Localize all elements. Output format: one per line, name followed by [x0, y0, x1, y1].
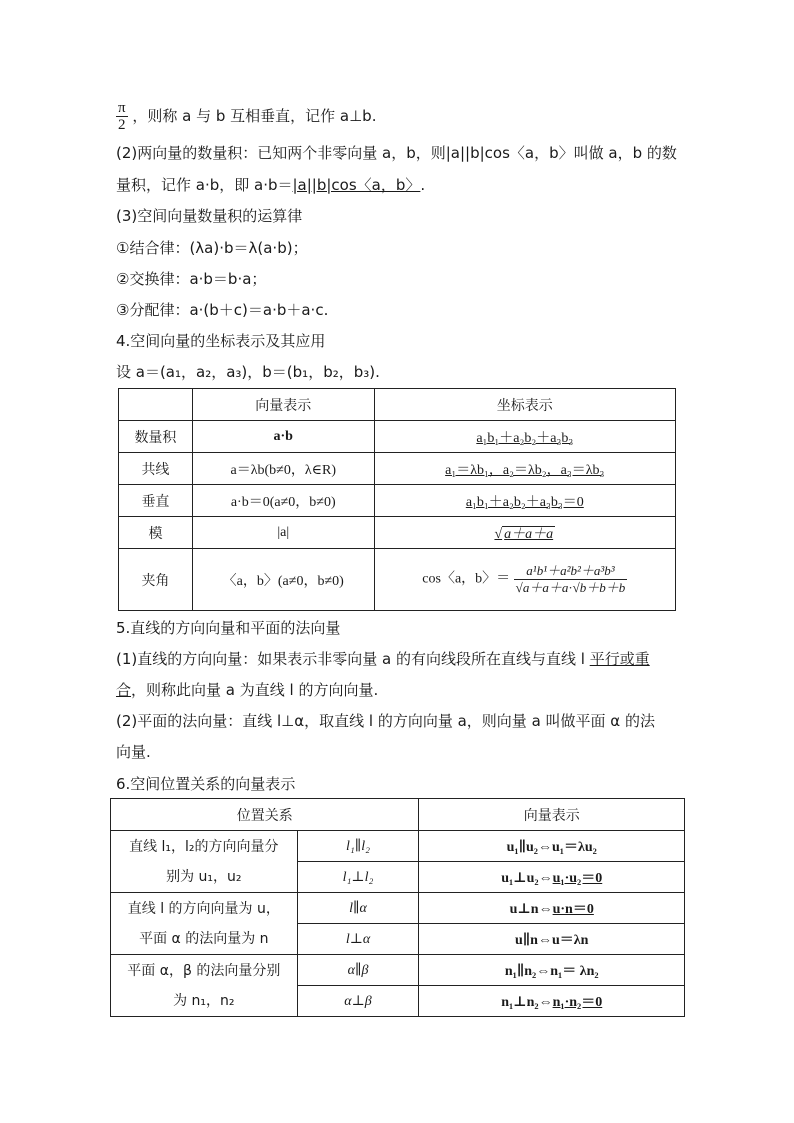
header-position: 位置关系	[111, 799, 419, 831]
relation-expr-prefix: u₁⊥u₂⇔	[501, 871, 553, 886]
angle-fraction	[514, 563, 628, 596]
group-label	[111, 955, 298, 1017]
table-row	[119, 453, 676, 485]
relation-expr	[419, 986, 685, 1017]
row-vector: 〈a，b〉(a≠0，b≠0)	[192, 549, 374, 611]
relation-expr-prefix: u⊥n⇔	[509, 902, 553, 917]
relation: l₁∥l₂	[297, 831, 419, 862]
relation-expr-underline: n₁·n₂＝0	[552, 995, 603, 1010]
angle-denominator: √a＋a＋a·√b＋b＋b	[515, 580, 626, 595]
direction-vector-suffix: ，则称此向量 a 为直线 l 的方向向量.	[131, 681, 379, 699]
relation-expr: n₁∥n₂⇔n₁＝ λn₂	[419, 955, 685, 986]
relation-expr	[419, 862, 685, 893]
row-name: 垂直	[119, 485, 193, 517]
row-name: 夹角	[119, 549, 193, 611]
table-row	[111, 955, 685, 986]
relation-expr: u∥n⇔u＝λn	[419, 924, 685, 955]
pi-over-two	[116, 100, 128, 133]
relation: l∥α	[297, 893, 419, 924]
dot-product-line-1: (2)两向量的数量积：已知两个非零向量 a，b，则|a||b|cos〈a，b〉叫做 a，b 的数	[116, 144, 677, 162]
law-associative: ①结合律：(λa)·b＝λ(a·b)；	[116, 239, 308, 257]
direction-vector-line-1	[116, 649, 650, 669]
direction-vector-underline-2: 合	[116, 681, 132, 699]
group-label	[111, 893, 298, 955]
direction-vector-underline: 平行或重	[589, 650, 650, 668]
row-vector: a＝λb(b≠0，λ∈R)	[192, 453, 374, 485]
header-vector: 向量表示	[192, 389, 374, 421]
row-coordinate	[374, 549, 675, 611]
dot-product-suffix: .	[420, 176, 426, 194]
normal-vector-line-2: 向量.	[116, 743, 151, 761]
laws-title: (3)空间向量数量积的运算律	[116, 207, 303, 225]
table-row	[119, 549, 676, 611]
group-label-line: 平面 α，β 的法向量分别	[127, 962, 281, 979]
section-5-title: 5.直线的方向向量和平面的法向量	[116, 619, 341, 637]
table-row	[111, 893, 685, 924]
row-name: 共线	[119, 453, 193, 485]
row-name: 模	[119, 517, 193, 549]
row-coordinate: a₁b₁＋a₂b₂＋a₃b₃＝0	[374, 485, 675, 517]
table-row	[119, 517, 676, 549]
coordinate-table	[118, 388, 676, 611]
header-empty	[119, 389, 193, 421]
perp-definition: ，则称 a 与 b 互相垂直，记作 a⊥b.	[132, 107, 377, 125]
intro-line	[116, 100, 376, 133]
dot-product-prefix: 量积，记作 a·b，即 a·b＝	[116, 176, 293, 194]
relation-expr	[419, 893, 685, 924]
pi-numerator: π	[118, 100, 126, 116]
row-coordinate: a₁b₁＋a₂b₂＋a₃b₃	[374, 421, 675, 453]
relation: l⊥α	[297, 924, 419, 955]
section-4-setup: 设 a＝(a₁，a₂，a₃)，b＝(b₁，b₂，b₃).	[116, 363, 380, 381]
relation-expr: u₁∥u₂⇔u₁＝λu₂	[419, 831, 685, 862]
relation: l₁⊥l₂	[297, 862, 419, 893]
angle-numerator: a¹b¹＋a²b²＋a³b³	[514, 563, 628, 580]
section-6-title: 6.空间位置关系的向量表示	[116, 775, 296, 793]
dot-product-line-2	[116, 175, 425, 195]
angle-prefix: cos〈a，b〉＝	[422, 571, 511, 587]
table-row	[119, 485, 676, 517]
relation-expr-underline: u₁·u₂＝0	[552, 871, 603, 886]
relation-expr-underline: u·n＝0	[552, 902, 594, 917]
relation: α⊥β	[297, 986, 419, 1017]
law-distributive: ③分配律：a·(b＋c)＝a·b＋a·c.	[116, 301, 329, 319]
relation-table-header	[111, 799, 685, 831]
group-label	[111, 831, 298, 893]
row-vector: |a|	[192, 517, 374, 549]
direction-vector-line-2	[116, 680, 378, 700]
row-vector: a·b＝0(a≠0，b≠0)	[192, 485, 374, 517]
table-row	[111, 831, 685, 862]
header-vector-expr: 向量表示	[419, 799, 685, 831]
coordinate-table-header	[119, 389, 676, 421]
pi-denominator: 2	[118, 117, 126, 133]
normal-vector-line-1: (2)平面的法向量：直线 l⊥α，取直线 l 的方向向量 a，则向量 a 叫做平面 α 的法	[116, 712, 655, 730]
row-name: 数量积	[119, 421, 193, 453]
group-label-line: 别为 u₁，u₂	[166, 868, 242, 885]
direction-vector-text: (1)直线的方向向量：如果表示非零向量 a 的有向线段所在直线与直线 l	[116, 650, 590, 668]
group-label-line: 直线 l 的方向向量为 u，	[127, 900, 280, 917]
row-coordinate: a₁＝λb₁，a₂＝λb₂，a₃＝λb₃	[374, 453, 675, 485]
relation-expr-prefix: n₁⊥n₂⇔	[501, 995, 553, 1010]
row-coordinate	[374, 517, 675, 549]
dot-product-formula: |a||b|cos〈a，b〉	[292, 176, 421, 194]
relation: α∥β	[297, 955, 419, 986]
position-relation-table	[110, 798, 685, 1017]
table-row	[119, 421, 676, 453]
header-coordinate: 坐标表示	[374, 389, 675, 421]
sqrt-expression: √ a＋a＋a	[494, 526, 554, 542]
section-4-title: 4.空间向量的坐标表示及其应用	[116, 332, 326, 350]
group-label-line: 平面 α 的法向量为 n	[139, 930, 269, 947]
group-label-line: 直线 l₁，l₂的方向向量分	[129, 838, 279, 855]
row-vector: a·b	[192, 421, 374, 453]
group-label-line: 为 n₁，n₂	[173, 992, 235, 1009]
law-commutative: ②交换律：a·b＝b·a；	[116, 270, 267, 288]
